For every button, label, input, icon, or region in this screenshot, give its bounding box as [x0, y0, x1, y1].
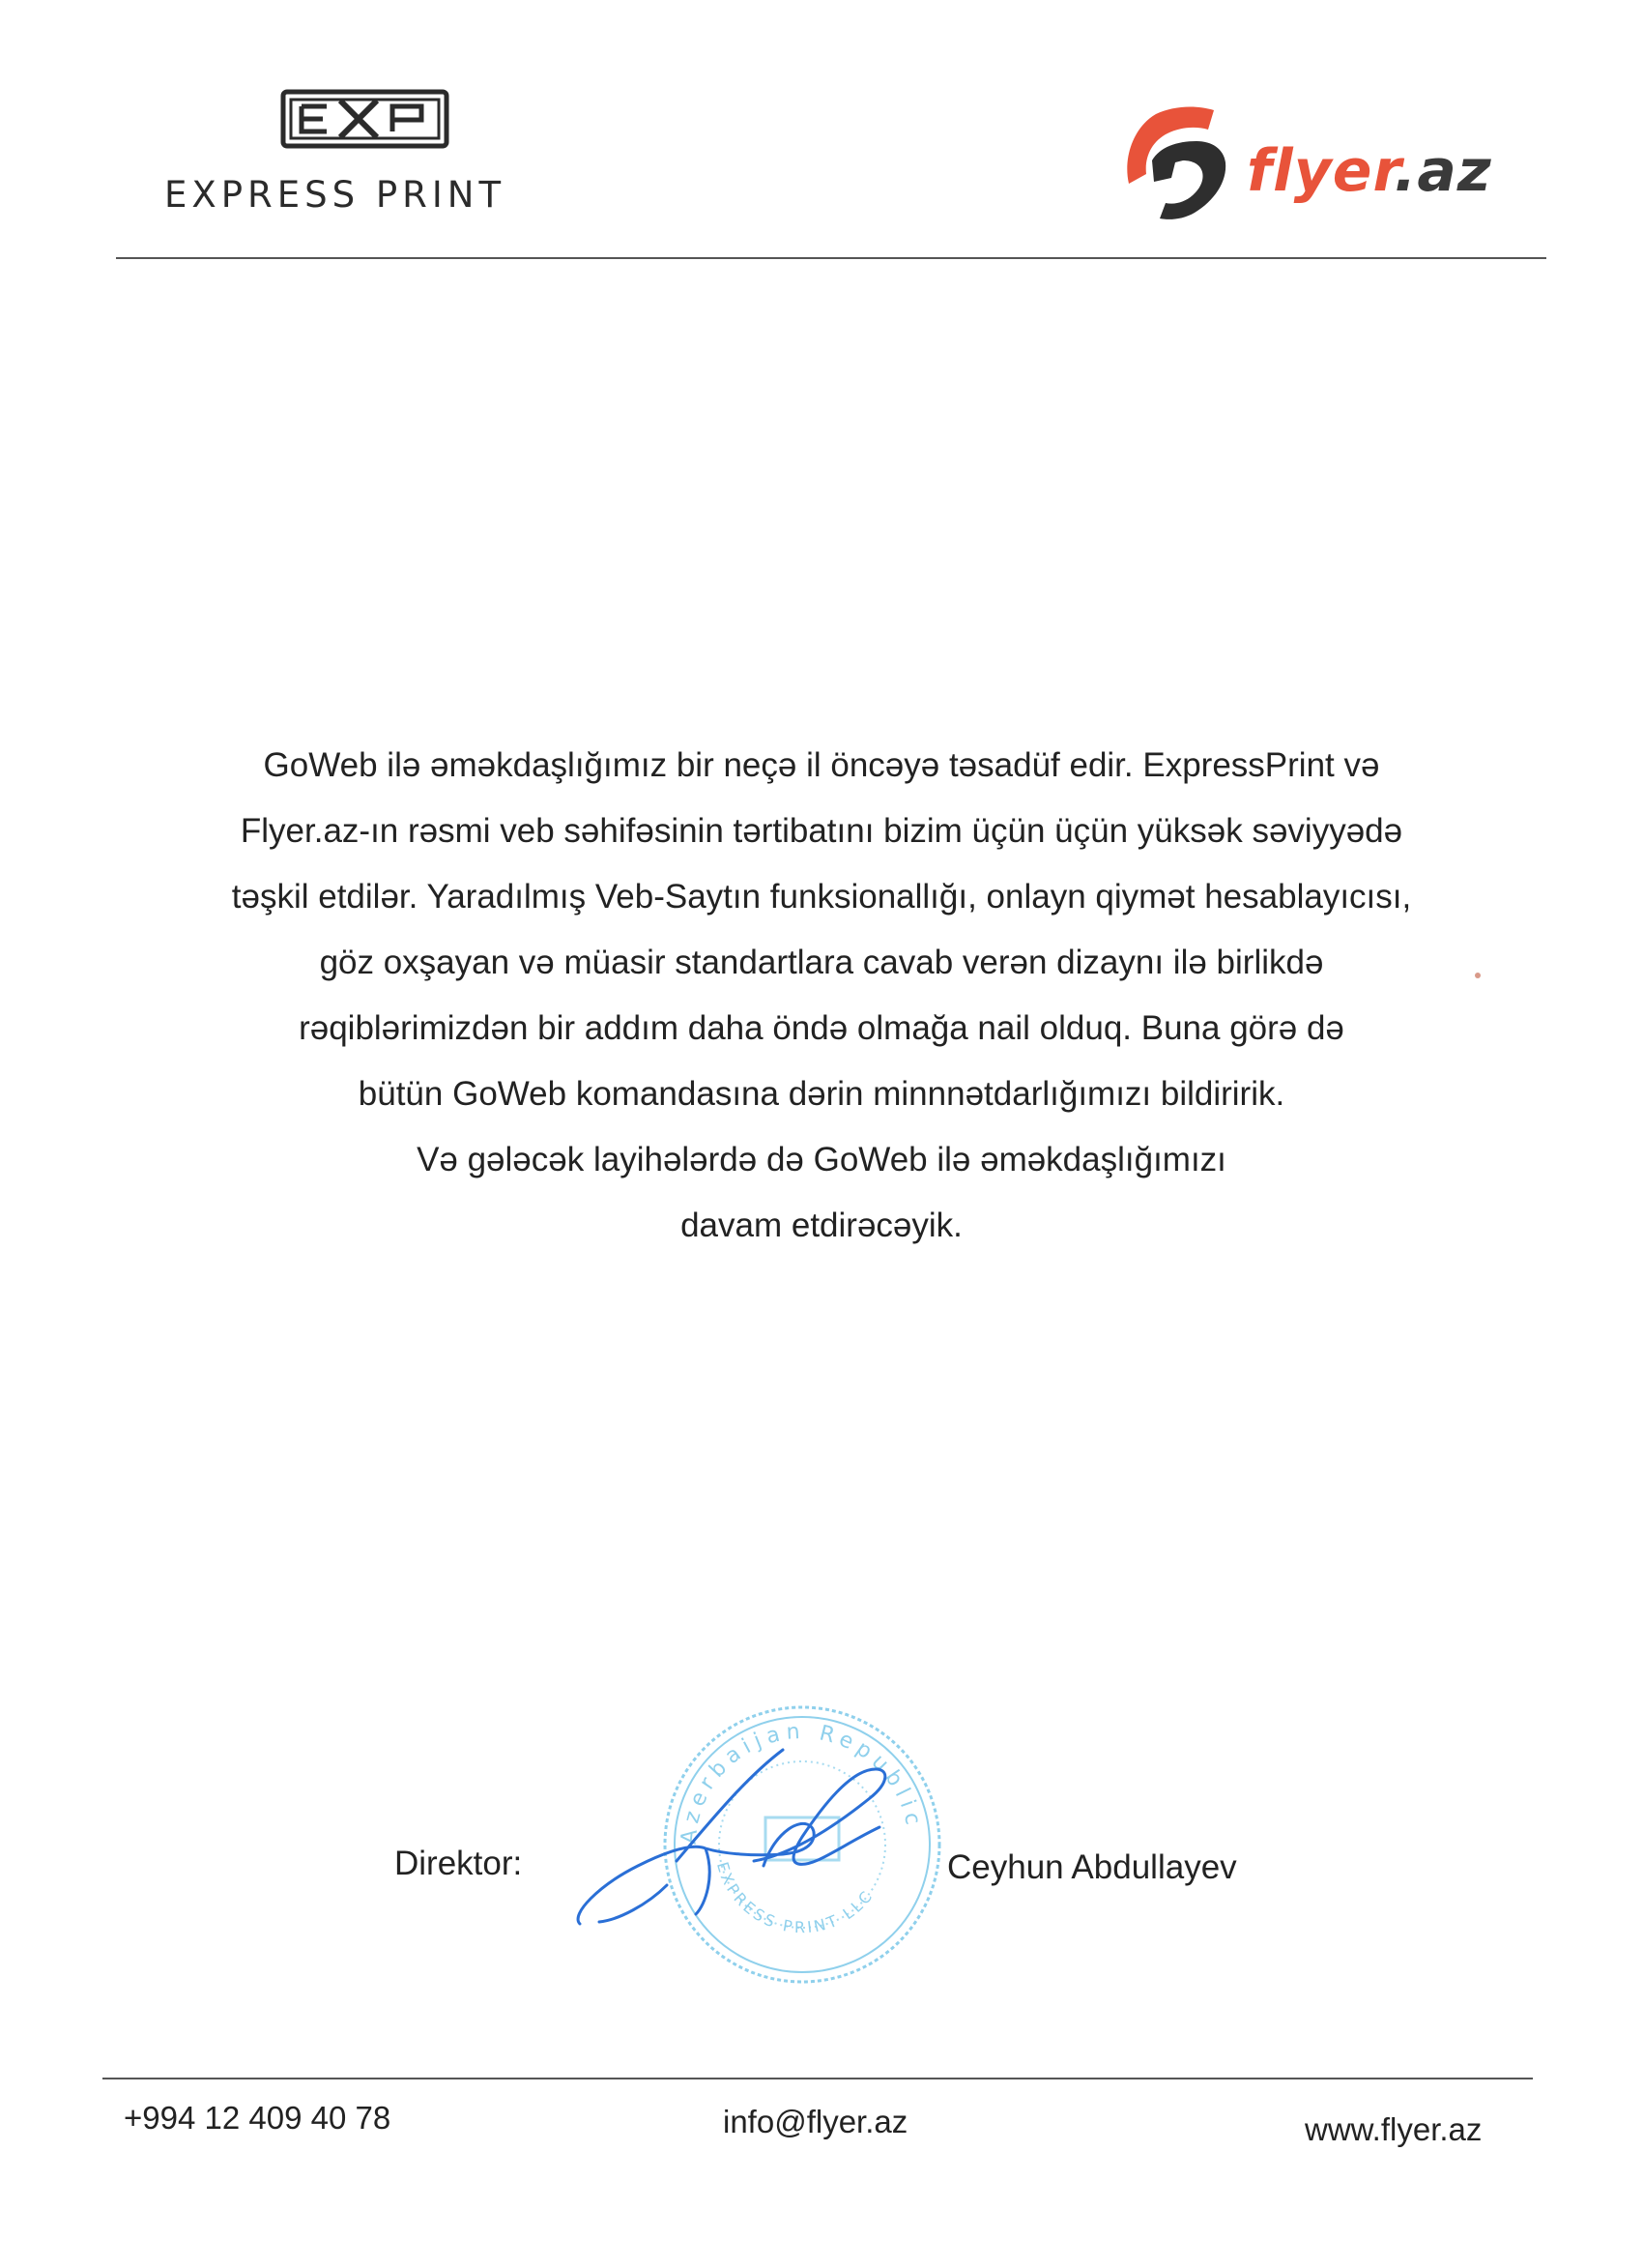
footer-phone: +994 12 409 40 78 — [124, 2100, 391, 2136]
letter-line: Və gələcək layihələrdə də GoWeb ilə əməkdaşlığımızı — [417, 1141, 1226, 1178]
stamp-top-text: Azerbaijan Republic — [677, 1719, 927, 1846]
paper-speck — [1475, 973, 1481, 978]
letter-line: GoWeb ilə əməkdaşlığımız bir neçə il öncəyə təsadüf edir. ExpressPrint və — [263, 746, 1380, 784]
footer-email: info@flyer.az — [723, 2104, 908, 2139]
letter-line: rəqiblərimizdən bir addım daha öndə olmağa nail olduq. Buna görə də — [299, 1009, 1344, 1047]
header-divider — [116, 257, 1546, 259]
express-print-name: EXPRESS PRINT — [164, 174, 506, 216]
flyer-az-logo — [1119, 104, 1506, 230]
letter-line: bütün GoWeb komandasına dərin minnnətdarlığımızı bildiririk. — [358, 1075, 1285, 1113]
letter-line: Flyer.az-ın rəsmi veb səhifəsinin tərtibatını bizim üçün üçün yüksək səviyyədə — [240, 812, 1403, 850]
flyer-wordmark-main: flyer — [1247, 137, 1395, 205]
director-label: Direktor: — [394, 1845, 523, 1882]
flyer-wordmark-dot: . — [1394, 137, 1418, 205]
letter-line: davam etdirəcəyik. — [680, 1207, 963, 1244]
flyer-wordmark-tld: az — [1417, 137, 1492, 205]
express-print-logo — [164, 89, 570, 215]
footer-website: www.flyer.az — [1305, 2111, 1483, 2147]
flyer-az-wordmark — [1247, 137, 1492, 205]
letter-line: göz oxşayan və müasir standartlara cavab verən dizaynı ilə birlikdə — [319, 944, 1324, 981]
director-name: Ceyhun Abdullayev — [947, 1848, 1237, 1886]
footer-divider — [102, 2078, 1533, 2079]
flyer-logo-mark — [1119, 104, 1235, 225]
director-signature — [561, 1740, 928, 1943]
stamp-bottom-text: EXPRESS PRINT LLC — [712, 1859, 878, 1937]
letter-body — [193, 733, 1450, 1259]
letter-line: təşkil etdilər. Yaradılmış Veb-Saytın funksionallığı, onlayn qiymət hesablayıcısı, — [231, 878, 1412, 916]
exp-logo-mark — [280, 89, 449, 149]
